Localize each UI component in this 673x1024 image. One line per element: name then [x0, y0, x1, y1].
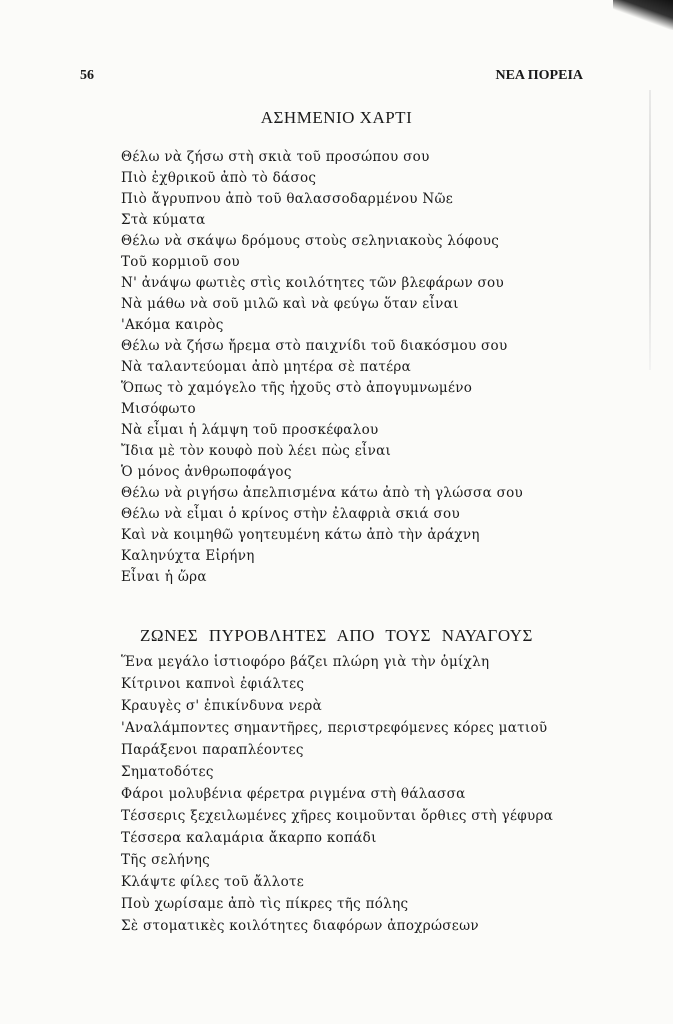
poem-line: Τέσσερις ξεχειλωμένες χῆρες κοιμοῦνται ὄρθιες στὴ γέφυρα	[121, 808, 554, 824]
poem-line: Τῆς σελήνης	[121, 852, 210, 868]
poem-line: Πιὸ ἐχθρικοῦ ἀπὸ τὸ δάσος	[121, 170, 317, 186]
poem-body	[121, 651, 553, 937]
poem-line: Θέλω νὰ ριγήσω ἀπελπισμένα κάτω ἀπὸ τὴ γλώσσα σου	[121, 485, 524, 501]
poem-line: Μισόφωτο	[121, 401, 196, 417]
poem-line: 'Αναλάμποντες σημαντῆρες, περιστρεφόμενες κόρες ματιοῦ	[121, 720, 548, 736]
poem-line: Νὰ μάθω νὰ σοῦ μιλῶ καὶ νὰ φεύγω ὅταν εἶναι	[121, 296, 459, 312]
scan-corner-shadow	[613, 0, 673, 30]
scan-edge-mark	[649, 90, 651, 370]
poem-line: Ὁ μόνος ἀνθρωποφάγος	[121, 464, 292, 480]
poem-line: Πιὸ ἄγρυπνου ἀπὸ τοῦ θαλασσοδαρμένου Νῶε	[121, 191, 454, 207]
poem-line: Ὅπως τὸ χαμόγελο τῆς ἠχοῦς στὸ ἀπογυμνωμένο	[121, 380, 473, 396]
poem-line: Καληνύχτα Εἰρήνη	[121, 548, 255, 564]
poem-line: 'Ακόμα καιρὸς	[121, 317, 224, 333]
poem-line: Κίτρινοι καπνοὶ ἐφιάλτες	[121, 676, 305, 692]
poem-line: Θέλω νὰ ζήσω ἤρεμα στὸ παιχνίδι τοῦ διακόσμου σου	[121, 338, 508, 354]
poem-line: Στὰ κύματα	[121, 212, 206, 228]
poem-body	[121, 147, 523, 588]
page-number: 56	[80, 68, 94, 83]
poem-line: Εἶναι ἡ ὥρα	[121, 569, 207, 585]
poem-line: Ν' ἀνάψω φωτιὲς στὶς κοιλότητες τῶν βλεφάρων σου	[121, 275, 504, 291]
poem-line: Κραυγὲς σ' ἐπικίνδυνα νερὰ	[121, 698, 323, 714]
poem-line: Νὰ ταλαντεύομαι ἀπὸ μητέρα σὲ πατέρα	[121, 359, 412, 375]
poem-line: Τοῦ κορμιοῦ σου	[121, 254, 240, 270]
poem-title: ΑΣΗΜΕΝΙΟ ΧΑΡΤΙ	[260, 108, 413, 127]
poem-title: ΖΩΝΕΣ ΠΥΡΟΒΛΗΤΕΣ ΑΠΟ ΤΟΥΣ ΝΑΥΑΓΟΥΣ	[140, 626, 533, 645]
poem-line: Ἴδια μὲ τὸν κουφὸ ποὺ λέει πὼς εἶναι	[121, 443, 392, 459]
poem-line: Νὰ εἶμαι ἡ λάμψη τοῦ προσκέφαλου	[121, 422, 379, 438]
poem-line: Φάροι μολυβένια φέρετρα ριγμένα στὴ θάλασσα	[121, 786, 466, 802]
poem-line: Σηματοδότες	[121, 764, 214, 780]
poem-line: Τέσσερα καλαμάρια ἄκαρπο κοπάδι	[121, 830, 377, 846]
poem-line: Θέλω νὰ σκάψω δρόμους στοὺς σεληνιακοὺς λόφους	[121, 233, 500, 249]
poem-line: Θέλω νὰ εἶμαι ὁ κρίνος στὴν ἐλαφριὰ σκιά σου	[121, 506, 460, 522]
poem-line: Ἕνα μεγάλο ἱστιοφόρο βάζει πλώρη γιὰ τὴν ὁμίχλη	[121, 654, 490, 670]
running-title: ΝΕΑ ΠΟΡΕΙΑ	[495, 68, 583, 83]
poem-line: Σὲ στοματικὲς κοιλότητες διαφόρων ἀποχρώσεων	[121, 918, 479, 934]
poem-line: Ποὺ χωρίσαμε ἀπὸ τὶς πίκρες τῆς πόλης	[121, 896, 409, 912]
poem-line: Παράξενοι παραπλέοντες	[121, 742, 304, 758]
poem-line: Καὶ νὰ κοιμηθῶ γοητευμένη κάτω ἀπὸ τὴν ἀράχνη	[121, 527, 480, 543]
poem-line: Κλάψτε φίλες τοῦ ἄλλοτε	[121, 874, 305, 890]
poem-line: Θέλω νὰ ζήσω στὴ σκιὰ τοῦ προσώπου σου	[121, 149, 430, 165]
